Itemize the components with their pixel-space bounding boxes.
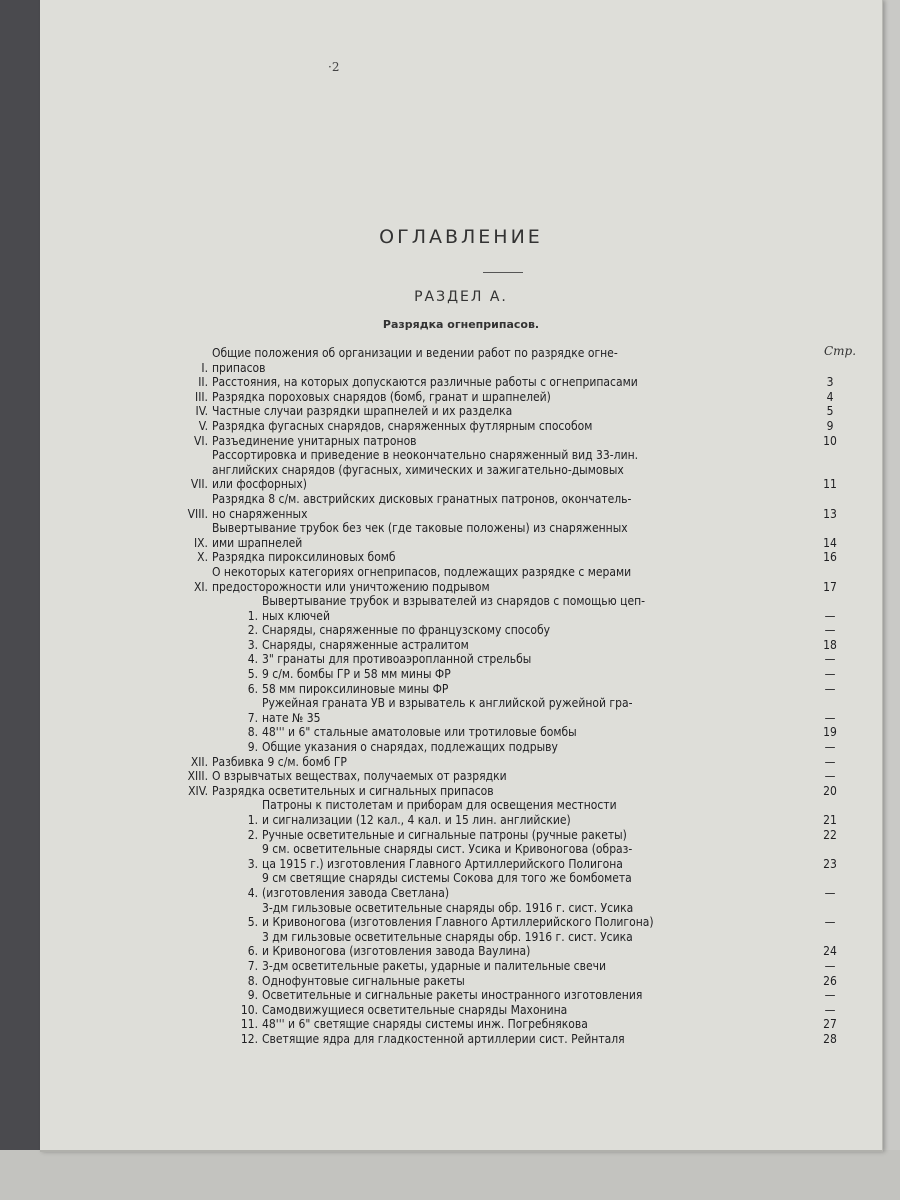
toc-entry <box>150 842 850 871</box>
toc-entry-page: 21 <box>823 813 837 827</box>
toc-entry-number: 12. <box>240 1031 258 1046</box>
toc-entry-text: Разрядка осветительных и сигнальных припасов <box>212 783 494 798</box>
toc-entry-page: 9 <box>826 418 834 433</box>
toc-entry-page: 19 <box>823 725 837 740</box>
title-rule <box>483 272 523 273</box>
toc-entry-number: XIV. <box>188 783 208 798</box>
toc-entry-page: 22 <box>823 827 837 842</box>
toc-entry-number: 6. <box>247 681 258 696</box>
toc-entry <box>150 623 850 638</box>
toc-entry-number: 2. <box>247 827 258 842</box>
toc-entry-page: 26 <box>823 973 837 988</box>
toc-entry-number: IX. <box>193 535 208 550</box>
toc-entry <box>150 784 850 799</box>
toc-entry-text: Разрядка фугасных снарядов, снаряженных футлярным способом <box>212 418 593 433</box>
toc-entry-page: — <box>824 740 836 755</box>
toc-entry-text: 9 см светящие снаряды системы Сокова для того же бомбомета (изготовления завода Светлана) <box>262 871 632 900</box>
toc-entry-text: 58 мм пироксилиновые мины ФР <box>262 681 449 696</box>
toc-entry-number: VII. <box>190 477 208 492</box>
toc-entry-page: — <box>824 710 836 725</box>
toc-entry-page: — <box>824 1002 836 1017</box>
toc-entry-text: Светящие ядра для гладкостенной артиллерии сист. Рейнталя <box>262 1031 625 1046</box>
toc-entry-number: 9. <box>247 740 258 755</box>
toc-entry-number: II. <box>198 375 208 390</box>
toc-entry-number: 9. <box>247 988 258 1003</box>
toc-entry-text: 48''' и 6" светящие снаряды системы инж. Погребнякова <box>262 1017 588 1032</box>
toc-entry-page: 27 <box>823 1017 837 1032</box>
toc-entry <box>150 419 850 434</box>
toc-entry <box>150 652 850 667</box>
toc-entry-text: Разрядка пороховых снарядов (бомб, гранат и шрапнелей) <box>212 389 551 404</box>
toc-entry-text: Самодвижущиеся осветительные снаряды Махонина <box>262 1002 568 1017</box>
toc-entry-number: III. <box>195 389 208 404</box>
toc-entry-number: 3. <box>247 637 258 652</box>
toc-entry-number: 2. <box>247 623 258 638</box>
toc-entry-text: Однофунтовые сигнальные ракеты <box>262 973 465 988</box>
toc-entry-text: Снаряды, снаряженные астралитом <box>262 637 469 652</box>
toc-entry-number: I. <box>201 360 208 375</box>
toc-entry-number: 3. <box>247 856 258 871</box>
toc-entry-number: VI. <box>194 433 208 448</box>
toc-entry-text: 3-дм осветительные ракеты, ударные и палительные свечи <box>262 958 607 973</box>
toc-entry-page: — <box>824 754 836 769</box>
toc-entry <box>150 550 850 565</box>
toc-entry-text: Патроны к пистолетам и приборам для освещения местности и сигнализации (12 кал., 4 кал. и 15 лин. английские) <box>262 798 617 827</box>
toc-entry <box>150 638 850 653</box>
toc-entry-page: 5 <box>826 404 834 419</box>
toc-entry-page: — <box>824 988 836 1003</box>
toc-entry-page: — <box>824 667 836 682</box>
toc-entry <box>150 930 850 959</box>
toc-entry-text: Вывертывание трубок и взрывателей из снарядов с помощью цеп- ных ключей <box>262 594 646 623</box>
background-bottom <box>0 1150 900 1200</box>
toc-entry-text: Разъединение унитарных патронов <box>212 433 417 448</box>
toc-entry-text: 3 дм гильзовые осветительные снаряды обр. 1916 г. сист. Усика и Кривоногова (изготовления завода Ваулина) <box>262 929 633 959</box>
toc-entry-text: Разрядка пироксилиновых бомб <box>212 550 396 565</box>
toc-entry-page: 13 <box>823 506 837 521</box>
toc-entry <box>150 798 850 827</box>
toc-entry <box>150 769 850 784</box>
toc-entry-text: Ручные осветительные и сигнальные патроны (ручные ракеты) <box>262 827 627 842</box>
toc-entry-page: 18 <box>823 637 837 652</box>
toc-entry <box>150 988 850 1003</box>
toc-entry <box>150 1003 850 1018</box>
toc-entry-number: 5. <box>247 667 258 682</box>
toc-entry-page: 16 <box>823 550 837 565</box>
section-heading: РАЗДЕЛ А. <box>414 289 508 305</box>
toc-entry <box>150 521 850 550</box>
toc-entry-number: 7. <box>247 710 258 725</box>
toc-entry-page: — <box>824 958 836 973</box>
toc-entry <box>150 1017 850 1032</box>
toc-entry-number: IV. <box>195 404 208 419</box>
toc-entry-page: — <box>824 769 836 784</box>
toc-entry-number: XII. <box>190 754 208 769</box>
toc-entry <box>150 959 850 974</box>
toc-entry-text: 48''' и 6" стальные аматоловые или тротиловые бомбы <box>262 725 577 740</box>
toc-entry-number: 8. <box>247 973 258 988</box>
toc-entry-number: X. <box>197 550 208 565</box>
toc-entry-number: 11. <box>240 1017 258 1032</box>
toc-entry-page: 11 <box>823 477 837 492</box>
toc-entry-text: Разбивка 9 с/м. бомб ГР <box>212 754 347 769</box>
page-mark: ·2 <box>328 60 340 74</box>
toc-entry <box>150 755 850 770</box>
toc-entry <box>150 901 850 930</box>
toc-entry <box>150 565 850 594</box>
toc-entry <box>150 346 850 375</box>
toc-entry-number: 1. <box>247 813 258 827</box>
toc-entry-number: V. <box>198 418 208 433</box>
toc-entry <box>150 404 850 419</box>
toc-entry-page: 4 <box>826 389 834 404</box>
toc-entry-page: — <box>824 652 836 667</box>
toc-entry-number: 4. <box>247 885 258 900</box>
toc-entry-page: — <box>824 608 836 623</box>
toc-entry-text: 9 см. осветительные снаряды сист. Усика и Кривоногова (образ- ца 1915 г.) изготовления Главного Артиллерийского Полигона <box>262 842 633 871</box>
toc-entry-page: 23 <box>823 856 837 871</box>
toc-entry <box>150 696 850 725</box>
toc-entry <box>150 828 850 843</box>
page-column-header: Стр. <box>824 344 857 358</box>
toc-entry <box>150 682 850 697</box>
toc-entry-page: 24 <box>823 944 837 959</box>
toc-entry-number: 6. <box>247 944 258 959</box>
toc-entry <box>150 871 850 900</box>
toc-entry-text: 3-дм гильзовые осветительные снаряды обр. 1916 г. сист. Усика и Кривоногова (изготовления Главного Артиллерийского Полигона) <box>262 900 654 930</box>
toc-entry-page: — <box>824 885 836 900</box>
toc-entry <box>150 740 850 755</box>
toc-entry-text: Общие положения об организации и ведении работ по разрядке огне- припасов <box>212 346 618 375</box>
toc-entry-number: VIII. <box>187 506 208 521</box>
toc-entry-page: 17 <box>823 579 837 594</box>
toc-entry-number: 7. <box>247 958 258 973</box>
toc-entry-number: 10. <box>240 1002 258 1017</box>
toc-entry-page: 14 <box>823 535 837 550</box>
toc-entry-text: Вывертывание трубок без чек (где таковые положены) из снаряженных ими шрапнелей <box>212 521 628 550</box>
toc-entry-page: 28 <box>823 1031 837 1046</box>
toc-entry-page: 3 <box>826 375 834 390</box>
toc-entry-text: Частные случаи разрядки шрапнелей и их разделка <box>212 404 513 419</box>
toc-entry-number: 5. <box>247 915 258 930</box>
toc-entry <box>150 667 850 682</box>
toc-entry <box>150 434 850 449</box>
toc-entry-page: 20 <box>823 783 837 798</box>
toc-entry-text: Общие указания о снарядах, подлежащих подрыву <box>262 740 558 755</box>
toc-entry <box>150 492 850 521</box>
toc-entry-number: 4. <box>247 652 258 667</box>
toc-entry-text: Расстояния, на которых допускаются различные работы с огнеприпасами <box>212 375 638 390</box>
toc-entry-text: Разрядка 8 с/м. австрийских дисковых гранатных патронов, окончатель- но снаряженных <box>212 491 632 521</box>
toc-entry-number: 8. <box>247 725 258 740</box>
toc-entry <box>150 375 850 390</box>
toc-entry-text: 3" гранаты для противоаэропланной стрельбы <box>262 652 532 667</box>
toc-entry-page: — <box>824 681 836 696</box>
toc-entry-text: О взрывчатых веществах, получаемых от разрядки <box>212 769 507 784</box>
toc-entry-text: О некоторых категориях огнеприпасов, подлежащих разрядке с мерами предосторожности или уничтожению подрывом <box>212 564 632 594</box>
toc-entry-text: Рассортировка и приведение в неокончательно снаряженный вид 33-лин. английских снарядов (фугасных, химических и зажигательно-дымовых или фосфорных) <box>212 448 639 492</box>
toc-entry <box>150 725 850 740</box>
toc-entry <box>150 974 850 989</box>
page-title: ОГЛАВЛЕНИЕ <box>379 226 543 248</box>
toc-entry <box>150 594 850 623</box>
toc-entry <box>150 390 850 405</box>
table-of-contents <box>150 346 850 1047</box>
toc-entry-text: 9 с/м. бомбы ГР и 58 мм мины ФР <box>262 667 451 682</box>
toc-entry-number: XIII. <box>187 769 208 784</box>
toc-entry-number: XI. <box>193 579 208 594</box>
toc-entry <box>150 1032 850 1047</box>
section-subtitle: Разрядка огнеприпасов. <box>382 318 540 331</box>
toc-entry-page: — <box>824 623 836 638</box>
toc-entry-page: — <box>824 915 836 930</box>
toc-entry-text: Ружейная граната УВ и взрыватель к английской ружейной гра- нате № 35 <box>262 696 633 725</box>
toc-entry-text: Осветительные и сигнальные ракеты иностранного изготовления <box>262 988 643 1003</box>
toc-entry <box>150 448 850 492</box>
toc-entry-number: 1. <box>247 608 258 623</box>
toc-entry-page: 10 <box>823 433 837 448</box>
toc-entry-text: Снаряды, снаряженные по французскому способу <box>262 623 550 638</box>
